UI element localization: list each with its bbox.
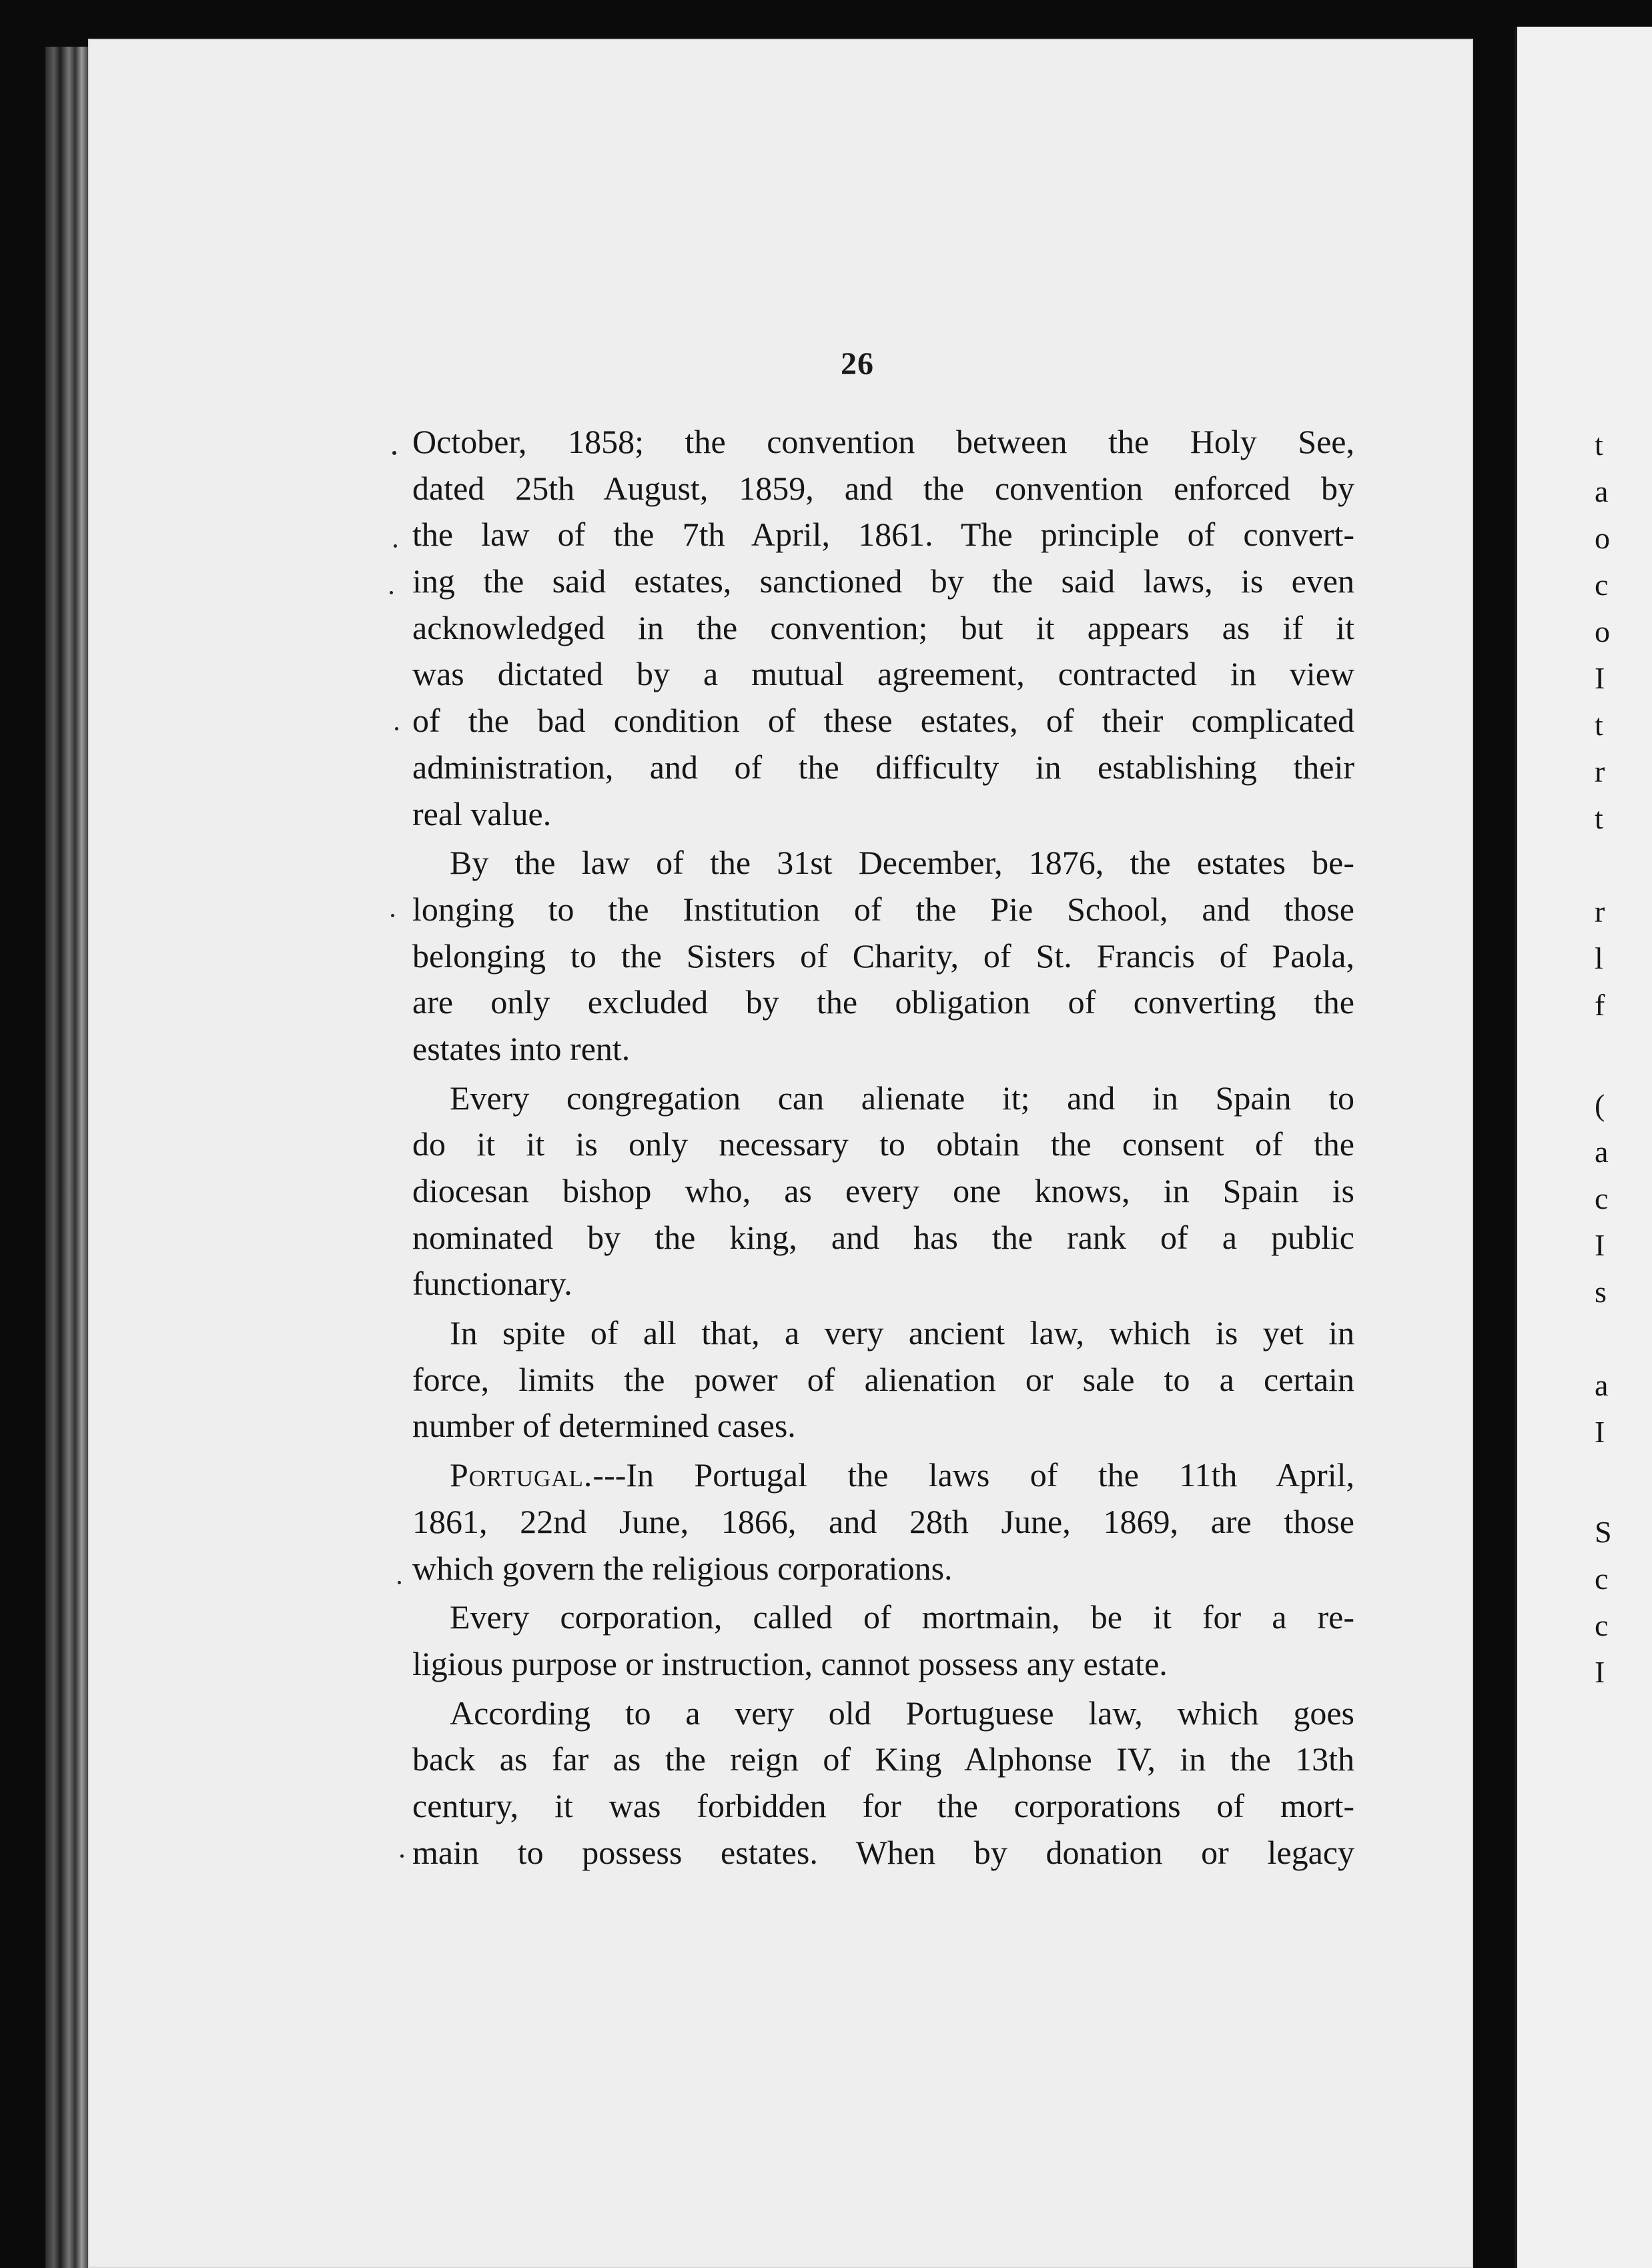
book-binding-edge [45,47,88,2268]
sliver-letter: c [1595,1562,1609,1596]
page-number: 26 [841,346,874,382]
text-line: According to a very old Portuguese law, which goes [450,1694,1354,1732]
sliver-letter: t [1595,428,1603,462]
text-line: which govern the religious corporations. [412,1549,953,1587]
text-line: ligious purpose or instruction, cannot possess any estate. [412,1644,1168,1682]
text-line: of the bad condition of these estates, of their complicated [412,702,1354,740]
text-line: October, 1858; the convention between the Holy See, [412,423,1354,460]
sliver-letter: r [1595,895,1605,929]
text-line: functionary. [412,1265,572,1303]
scan-speck [395,727,398,730]
sliver-letter: c [1595,568,1609,602]
text-line: real value. [412,794,552,832]
paragraph [412,1310,1354,1450]
sliver-letter: o [1595,521,1610,555]
sliver-letter: c [1595,1608,1609,1642]
scan-speck [391,914,394,917]
sliver-letter: I [1595,661,1605,695]
text-line: the law of the 7th April, 1861. The principle of convert- [412,516,1354,554]
sliver-letter: a [1595,474,1609,508]
text-line: longing to the Institution of the Pie School, and those [412,890,1354,928]
scan-speck [394,544,397,548]
paragraph [412,1594,1354,1687]
paragraph [412,1452,1354,1592]
next-page-edge [1515,27,1652,2268]
sliver-letter: I [1595,1415,1605,1449]
text-fragment: ---In Portugal the laws of the 11th April, [592,1456,1354,1494]
scan-speck [392,451,396,455]
text-line: Every corporation, called of mortmain, be it for a re- [450,1598,1354,1636]
text-line: In spite of all that, a very ancient law, which is yet in [450,1314,1354,1352]
paragraph [412,1690,1354,1876]
text-line: ing the said estates, sanctioned by the said laws, is even [412,562,1354,600]
sliver-letter: f [1595,988,1605,1022]
scan-speck [400,1854,404,1858]
sliver-letter: a [1595,1135,1609,1169]
text-line: diocesan bishop who, as every one knows, in Spain is [412,1172,1354,1209]
text-line: belonging to the Sisters of Charity, of St. Francis of Paola, [412,937,1354,975]
sliver-letter: t [1595,801,1603,835]
text-line: do it it is only necessary to obtain the consent of the [412,1125,1354,1163]
text-line: dated 25th August, 1859, and the convention enforced by [412,469,1354,507]
sliver-letter: r [1595,754,1605,788]
paragraph [412,1075,1354,1307]
text-line: back as far as the reign of King Alphonse IV, in the 13th [412,1740,1354,1778]
sliver-letter: I [1595,1228,1605,1262]
paragraph [412,419,1354,837]
page-gutter-shadow [1515,27,1517,2268]
paragraph [412,840,1354,1072]
sliver-letter: c [1595,1181,1609,1215]
text-line: By the law of the 31st December, 1876, the estates be- [450,844,1354,882]
section-heading-portugal: Portugal. [450,1456,593,1494]
text-line: are only excluded by the obligation of converting the [412,983,1354,1021]
body-text [412,419,1354,1878]
sliver-letter: ( [1595,1088,1605,1122]
scan-speck [390,591,393,594]
text-line: administration, and of the difficulty in establishing their [412,748,1354,786]
text-line: estates into rent. [412,1029,631,1067]
text-line: force, limits the power of alienation or sale to a certain [412,1360,1354,1398]
text-line: century, it was forbidden for the corporations of mort- [412,1786,1354,1824]
text-line [412,1452,1354,1499]
sliver-letter: t [1595,708,1603,742]
text-line: was dictated by a mutual agreement, contracted in view [412,655,1354,693]
text-line: main to possess estates. When by donation or legacy [412,1833,1354,1871]
sliver-letter: I [1595,1655,1605,1689]
sliver-letter: l [1595,941,1603,975]
sliver-letter: S [1595,1515,1612,1549]
sliver-letter: a [1595,1368,1609,1402]
text-line: number of determined cases. [412,1407,796,1445]
text-line: 1861, 22nd June, 1866, and 28th June, 1869, are those [412,1502,1354,1540]
sliver-letter: o [1595,614,1610,648]
text-line: acknowledged in the convention; but it appears as if it [412,608,1354,646]
text-line: Every congregation can alienate it; and in Spain to [450,1079,1354,1117]
sliver-letter: s [1595,1275,1607,1309]
scan-speck [398,1581,401,1584]
text-line: nominated by the king, and has the rank of a public [412,1218,1354,1256]
